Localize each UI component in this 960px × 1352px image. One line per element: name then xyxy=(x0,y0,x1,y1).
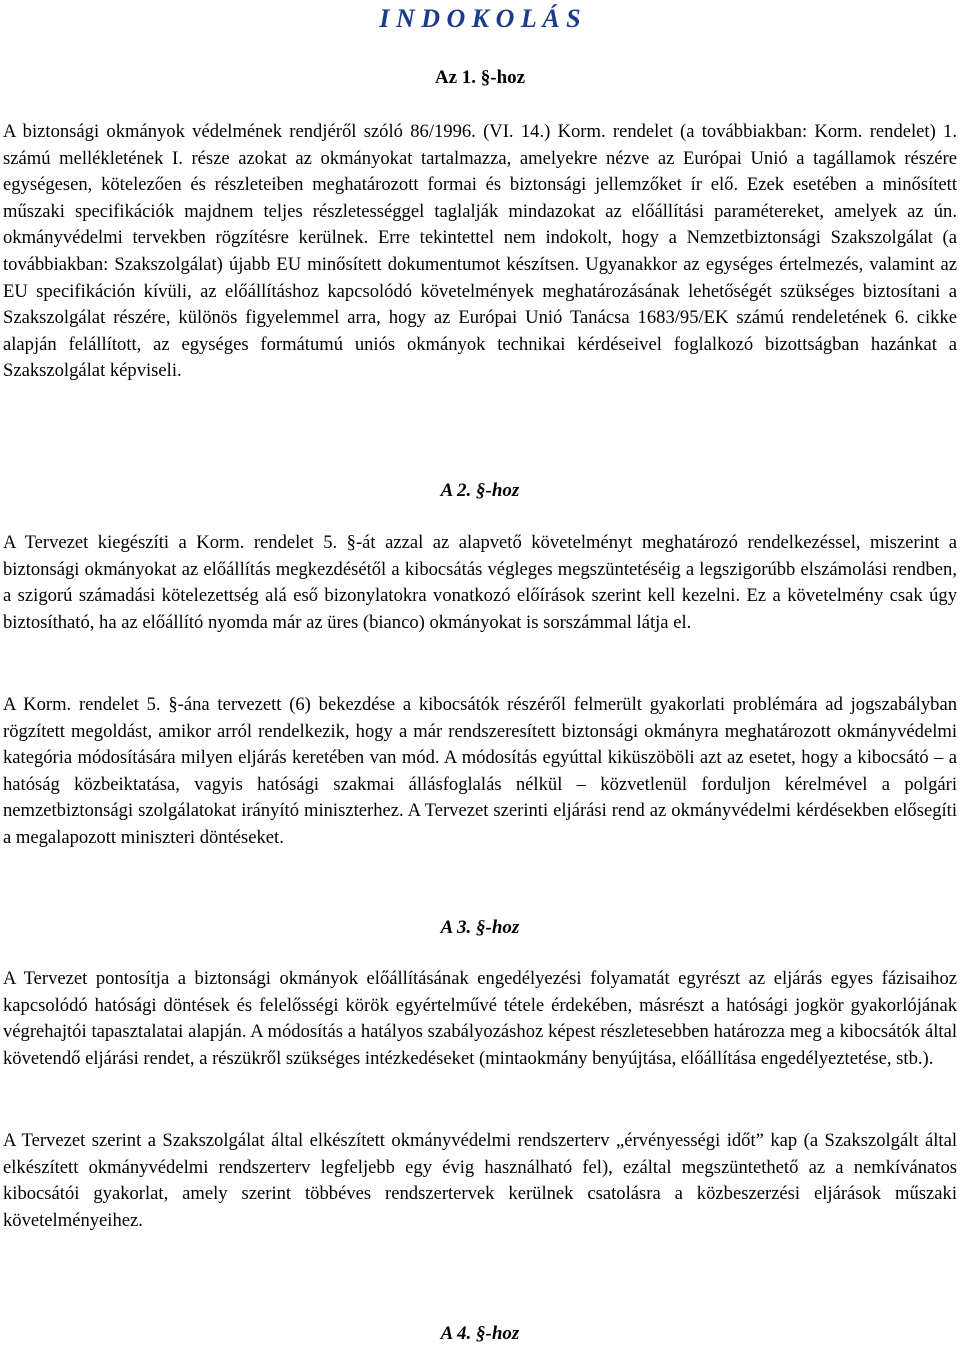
section-3-paragraph-2: A Tervezet szerint a Szakszolgálat által elkészített okmányvédelmi rendszerterv „érvényességi időt” kap (a Szakszolgált által elkészített okmányvédelmi rendszerterv legfeljebb egy évig használható fel), ezáltal megszüntethető az a nemkívánatos kibocsátói gyakorlat, amely szerint többéves rendszertervek kerülnek csatolásra a közbeszerzési eljárások műszaki követelményeihez. xyxy=(3,1130,957,1231)
section-2-paragraph-2: A Korm. rendelet 5. §-ána tervezett (6) bekezdése a kibocsátók részéről felmerült gyakorlati problémára ad jogszabályban rögzített megoldást, amikor arról rendelkezik, hogy a már rendszeresített biztonsági okmányra meghatározott okmányvédelmi kategória módosítására milyen eljárás keretében van mód. A módosítás egyúttal kiküszöböli azt az esetet, hogy a kibocsátó – a hatóság közbeiktatása, vagyis hatósági szakmai állásfoglalás nélkül – közvetlenül forduljon kérelmével a polgári nemzetbiztonsági szolgálatokat irányító miniszterhez. A Tervezet szerinti eljárási rend az okmányvédelmi kérdésekben elősegíti a megalapozott miniszteri döntéseket. xyxy=(3,694,957,848)
section-heading-3: A 3. §-hoz xyxy=(440,917,520,938)
section-heading-1: Az 1. §-hoz xyxy=(434,67,526,88)
section-heading-2: A 2. §-hoz xyxy=(440,480,520,501)
document-title: I N D O K O L Á S xyxy=(379,4,581,33)
section-3-paragraph-1: A Tervezet pontosítja a biztonsági okmányok előállításának engedélyezési folyamatát egyrészt az eljárás egyes fázisaihoz kapcsolódó hatósági döntések és felelősségi körök egyértelművé tétele érdekében, másrészt a hatósági jogkör gyakorlójának végrehajtói tapasztalatai alapján. A módosítás a hatályos szabályozáshoz képest részletesebben határozza meg a kibocsátók által követendő eljárási rendet, a részükről szükséges intézkedéseket (mintaokmány benyújtása, előállítása engedélyeztetése, stb.). xyxy=(3,968,957,1069)
section-1-paragraph-1: A biztonsági okmányok védelmének rendjéről szóló 86/1996. (VI. 14.) Korm. rendelet (a továbbiakban: Korm. rendelet) 1. számú mellékletének I. része azokat az okmányokat tartalmazza, amelyekre nézve az Európai Unió a tagállamok részére egységesen, kötelezően és részleteiben meghatározott formai és biztonsági jellemzőket ír elő. Ezek esetében a minősített műszaki specifikációk majdnem teljes részletességgel taglalják mindazokat az előállítási paramétereket, amelyek az ún. okmányvédelmi tervekben rögzítésre kerülnek. Erre tekintettel nem indokolt, hogy a Nemzetbiztonsági Szakszolgálat (a továbbiakban: Szakszolgálat) újabb EU minősített dokumentumot készítsen. Ugyanakkor az egységes értelmezés, valamint az EU specifikáción kívüli, az előállításhoz kapcsolódó követelmények meghatározásának lehetőségét szükséges biztosítani a Szakszolgálat részére, különös figyelemmel arra, hogy az Európai Unió Tanácsa 1683/95/EK számú rendeletének 6. cikke alapján felállított, az egységes formátumú uniós okmányok technikai kérdéseivel foglalkozó bizottságban hazánkat a Szakszolgálat képviseli. xyxy=(3,121,957,382)
section-2-paragraph-1: A Tervezet kiegészíti a Korm. rendelet 5. §-át azzal az alapvető követelményt meghatározó rendelkezéssel, miszerint a biztonsági okmányokat az előállítás megkezdésétől a kibocsátás végleges megszüntetéséig a legszigorúbb elszámolási rendben, a szigorú számadási kötelezettség alá eső bizonylatokra vonatkozó előírások szerint kell kezelni. Ez a követelmény csak úgy biztosítható, ha az előállító nyomda már az üres (bianco) okmányokat is sorszámmal látja el. xyxy=(3,532,957,633)
section-heading-4: A 4. §-hoz xyxy=(440,1323,520,1344)
